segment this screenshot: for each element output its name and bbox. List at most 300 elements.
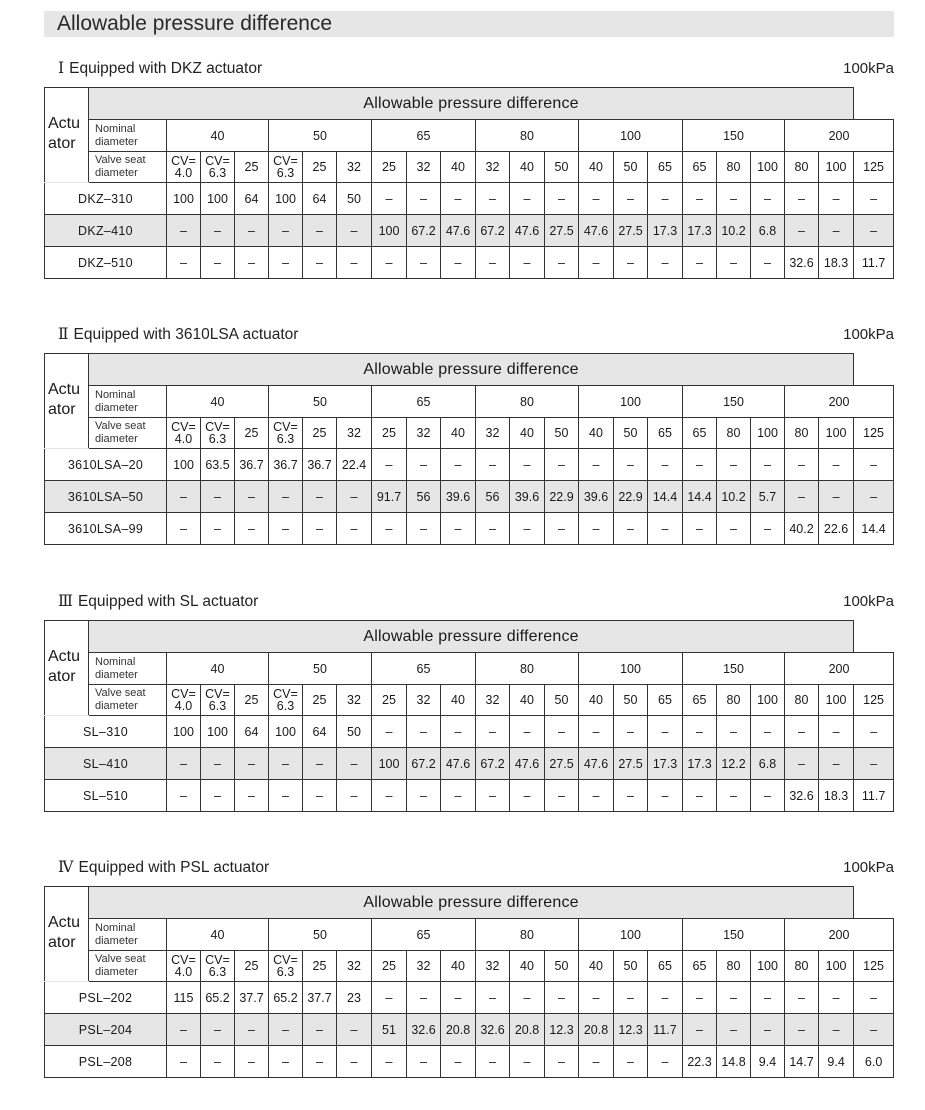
value-cell: – bbox=[303, 247, 337, 279]
nominal-diameter-cell: 100 bbox=[579, 120, 683, 152]
value-cell: – bbox=[751, 247, 785, 279]
valve-seat-cell: 50 bbox=[545, 951, 579, 982]
nominal-diameter-cell: 40 bbox=[167, 386, 269, 418]
value-cell: – bbox=[372, 183, 407, 215]
value-cell: – bbox=[785, 982, 819, 1014]
valve-seat-cell: 100 bbox=[751, 685, 785, 716]
value-cell: 64 bbox=[303, 183, 337, 215]
value-cell: – bbox=[235, 748, 269, 780]
value-cell: – bbox=[648, 780, 683, 812]
value-cell: – bbox=[854, 982, 894, 1014]
actuator-model-cell: PSL–208 bbox=[45, 1046, 167, 1078]
value-cell: – bbox=[510, 982, 545, 1014]
nominal-diameter-cell: 50 bbox=[269, 653, 372, 685]
value-cell: – bbox=[167, 1014, 201, 1046]
table-row bbox=[45, 183, 894, 215]
table-row bbox=[45, 247, 894, 279]
value-cell: 17.3 bbox=[648, 215, 683, 247]
value-cell: 36.7 bbox=[303, 449, 337, 481]
value-cell: 100 bbox=[167, 183, 201, 215]
value-cell: – bbox=[819, 215, 854, 247]
value-cell: – bbox=[337, 748, 372, 780]
valve-seat-cell: 80 bbox=[785, 152, 819, 183]
table-row bbox=[45, 1014, 894, 1046]
nominal-diameter-label: Nominal diameter bbox=[89, 120, 167, 152]
valve-seat-cell: 32 bbox=[337, 951, 372, 982]
section-3 bbox=[44, 591, 894, 803]
value-cell: 56 bbox=[476, 481, 510, 513]
value-cell: – bbox=[201, 748, 235, 780]
value-cell: 32.6 bbox=[407, 1014, 441, 1046]
value-cell: 100 bbox=[269, 716, 303, 748]
value-cell: 32.6 bbox=[785, 247, 819, 279]
value-cell: – bbox=[167, 780, 201, 812]
value-cell: 50 bbox=[337, 183, 372, 215]
nominal-diameter-cell: 65 bbox=[372, 653, 476, 685]
valve-seat-cell: 40 bbox=[441, 152, 476, 183]
value-cell: 65.2 bbox=[201, 982, 235, 1014]
valve-seat-cell: 100 bbox=[751, 418, 785, 449]
value-cell: 22.3 bbox=[683, 1046, 717, 1078]
value-cell: – bbox=[579, 982, 614, 1014]
pressure-table bbox=[44, 353, 894, 545]
actuator-model-cell: DKZ–510 bbox=[45, 247, 167, 279]
valve-seat-cell: 80 bbox=[717, 685, 751, 716]
section-title bbox=[58, 58, 262, 79]
nominal-diameter-cell: 100 bbox=[579, 919, 683, 951]
section-numeral: Ⅰ bbox=[58, 59, 65, 77]
value-cell: – bbox=[235, 513, 269, 545]
value-cell: – bbox=[785, 1014, 819, 1046]
nominal-diameter-cell: 200 bbox=[785, 120, 894, 152]
valve-seat-cell: CV= 4.0 bbox=[167, 951, 201, 982]
actuator-header: Actu ator bbox=[45, 621, 89, 716]
valve-seat-cell: 100 bbox=[751, 951, 785, 982]
valve-seat-cell: 40 bbox=[510, 685, 545, 716]
nominal-diameter-cell: 50 bbox=[269, 120, 372, 152]
value-cell: – bbox=[167, 247, 201, 279]
value-cell: 47.6 bbox=[579, 215, 614, 247]
nominal-diameter-cell: 200 bbox=[785, 919, 894, 951]
value-cell: – bbox=[235, 247, 269, 279]
value-cell: – bbox=[751, 513, 785, 545]
nominal-diameter-cell: 40 bbox=[167, 653, 269, 685]
value-cell: 47.6 bbox=[441, 748, 476, 780]
value-cell: 14.7 bbox=[785, 1046, 819, 1078]
valve-seat-cell: 125 bbox=[854, 951, 894, 982]
actuator-model-cell: PSL–202 bbox=[45, 982, 167, 1014]
value-cell: 100 bbox=[372, 215, 407, 247]
value-cell: 40.2 bbox=[785, 513, 819, 545]
actuator-header: Actu ator bbox=[45, 354, 89, 449]
valve-seat-cell: 50 bbox=[545, 152, 579, 183]
value-cell: – bbox=[819, 748, 854, 780]
table-title: Allowable pressure difference bbox=[89, 887, 854, 919]
section-2 bbox=[44, 324, 894, 536]
value-cell: 27.5 bbox=[545, 748, 579, 780]
value-cell: 36.7 bbox=[269, 449, 303, 481]
nominal-diameter-cell: 150 bbox=[683, 386, 785, 418]
value-cell: – bbox=[372, 982, 407, 1014]
value-cell: – bbox=[854, 748, 894, 780]
valve-seat-cell: 25 bbox=[303, 685, 337, 716]
value-cell: – bbox=[579, 1046, 614, 1078]
value-cell: 6.0 bbox=[854, 1046, 894, 1078]
value-cell: – bbox=[683, 183, 717, 215]
nominal-diameter-row bbox=[45, 120, 894, 152]
value-cell: – bbox=[785, 748, 819, 780]
value-cell: – bbox=[614, 1046, 648, 1078]
value-cell: 20.8 bbox=[441, 1014, 476, 1046]
valve-seat-cell: CV= 6.3 bbox=[269, 152, 303, 183]
valve-seat-label: Valve seat diameter bbox=[89, 152, 167, 183]
valve-seat-cell: 32 bbox=[407, 152, 441, 183]
valve-seat-row bbox=[45, 685, 894, 716]
value-cell: – bbox=[510, 183, 545, 215]
value-cell: – bbox=[201, 247, 235, 279]
value-cell: – bbox=[337, 215, 372, 247]
value-cell: – bbox=[407, 513, 441, 545]
valve-seat-cell: 40 bbox=[441, 418, 476, 449]
value-cell: – bbox=[510, 716, 545, 748]
valve-seat-cell: 25 bbox=[303, 951, 337, 982]
value-cell: – bbox=[717, 513, 751, 545]
nominal-diameter-cell: 80 bbox=[476, 120, 579, 152]
page-title: Allowable pressure difference bbox=[44, 11, 894, 37]
valve-seat-cell: CV= 6.3 bbox=[269, 951, 303, 982]
valve-seat-cell: 25 bbox=[372, 685, 407, 716]
value-cell: – bbox=[819, 481, 854, 513]
actuator-model-cell: PSL–204 bbox=[45, 1014, 167, 1046]
value-cell: – bbox=[303, 481, 337, 513]
valve-seat-cell: CV= 6.3 bbox=[201, 152, 235, 183]
value-cell: – bbox=[201, 481, 235, 513]
valve-seat-label: Valve seat diameter bbox=[89, 685, 167, 716]
table-title-row bbox=[45, 621, 894, 653]
value-cell: – bbox=[545, 513, 579, 545]
section-header bbox=[44, 324, 894, 346]
value-cell: – bbox=[476, 780, 510, 812]
value-cell: – bbox=[269, 513, 303, 545]
section-1 bbox=[44, 58, 894, 270]
value-cell: – bbox=[441, 449, 476, 481]
valve-seat-cell: CV= 4.0 bbox=[167, 685, 201, 716]
valve-seat-cell: 125 bbox=[854, 152, 894, 183]
nominal-diameter-cell: 150 bbox=[683, 919, 785, 951]
nominal-diameter-row bbox=[45, 919, 894, 951]
value-cell: – bbox=[614, 183, 648, 215]
valve-seat-cell: 25 bbox=[235, 152, 269, 183]
value-cell: – bbox=[269, 748, 303, 780]
value-cell: 56 bbox=[407, 481, 441, 513]
valve-seat-cell: 100 bbox=[751, 152, 785, 183]
value-cell: 100 bbox=[269, 183, 303, 215]
value-cell: – bbox=[441, 183, 476, 215]
valve-seat-cell: 80 bbox=[717, 418, 751, 449]
value-cell: – bbox=[407, 247, 441, 279]
valve-seat-cell: 40 bbox=[579, 418, 614, 449]
section-title bbox=[58, 324, 298, 345]
value-cell: – bbox=[614, 716, 648, 748]
valve-seat-cell: 32 bbox=[337, 152, 372, 183]
valve-seat-cell: 100 bbox=[819, 951, 854, 982]
value-cell: – bbox=[717, 780, 751, 812]
value-cell: 47.6 bbox=[441, 215, 476, 247]
value-cell: 22.4 bbox=[337, 449, 372, 481]
value-cell: – bbox=[201, 1014, 235, 1046]
value-cell: 67.2 bbox=[476, 215, 510, 247]
value-cell: – bbox=[579, 247, 614, 279]
value-cell: – bbox=[441, 513, 476, 545]
actuator-model-cell: DKZ–410 bbox=[45, 215, 167, 247]
value-cell: – bbox=[407, 183, 441, 215]
value-cell: – bbox=[337, 481, 372, 513]
value-cell: 6.8 bbox=[751, 215, 785, 247]
value-cell: – bbox=[545, 247, 579, 279]
value-cell: 100 bbox=[372, 748, 407, 780]
valve-seat-cell: 100 bbox=[819, 685, 854, 716]
value-cell: 14.4 bbox=[854, 513, 894, 545]
value-cell: – bbox=[683, 780, 717, 812]
value-cell: – bbox=[648, 449, 683, 481]
value-cell: – bbox=[269, 247, 303, 279]
value-cell: – bbox=[201, 780, 235, 812]
value-cell: – bbox=[372, 716, 407, 748]
nominal-diameter-row bbox=[45, 653, 894, 685]
value-cell: 9.4 bbox=[819, 1046, 854, 1078]
value-cell: – bbox=[579, 183, 614, 215]
value-cell: – bbox=[167, 513, 201, 545]
nominal-diameter-cell: 100 bbox=[579, 386, 683, 418]
valve-seat-cell: CV= 6.3 bbox=[201, 951, 235, 982]
value-cell: – bbox=[235, 481, 269, 513]
value-cell: – bbox=[785, 215, 819, 247]
table-row bbox=[45, 982, 894, 1014]
value-cell: – bbox=[201, 513, 235, 545]
value-cell: – bbox=[579, 513, 614, 545]
pressure-table bbox=[44, 87, 894, 279]
value-cell: 32.6 bbox=[785, 780, 819, 812]
value-cell: – bbox=[614, 982, 648, 1014]
value-cell: – bbox=[167, 1046, 201, 1078]
valve-seat-cell: 50 bbox=[545, 685, 579, 716]
valve-seat-cell: 65 bbox=[648, 418, 683, 449]
value-cell: 12.2 bbox=[717, 748, 751, 780]
valve-seat-cell: 65 bbox=[648, 951, 683, 982]
value-cell: 39.6 bbox=[441, 481, 476, 513]
actuator-model-cell: SL–310 bbox=[45, 716, 167, 748]
value-cell: – bbox=[545, 982, 579, 1014]
value-cell: 14.8 bbox=[717, 1046, 751, 1078]
value-cell: – bbox=[819, 449, 854, 481]
value-cell: 64 bbox=[235, 716, 269, 748]
nominal-diameter-cell: 200 bbox=[785, 653, 894, 685]
value-cell: – bbox=[476, 982, 510, 1014]
value-cell: 64 bbox=[303, 716, 337, 748]
value-cell: – bbox=[854, 481, 894, 513]
section-title-text: Equipped with PSL actuator bbox=[78, 859, 270, 876]
valve-seat-cell: 65 bbox=[683, 418, 717, 449]
value-cell: – bbox=[717, 449, 751, 481]
valve-seat-cell: 125 bbox=[854, 685, 894, 716]
valve-seat-cell: 65 bbox=[648, 152, 683, 183]
valve-seat-cell: CV= 6.3 bbox=[201, 418, 235, 449]
value-cell: – bbox=[579, 449, 614, 481]
value-cell: 37.7 bbox=[303, 982, 337, 1014]
value-cell: – bbox=[819, 982, 854, 1014]
value-cell: – bbox=[751, 780, 785, 812]
nominal-diameter-cell: 200 bbox=[785, 386, 894, 418]
section-numeral: Ⅳ bbox=[58, 858, 74, 876]
table-title-row bbox=[45, 88, 894, 120]
valve-seat-cell: 65 bbox=[683, 951, 717, 982]
valve-seat-cell: 65 bbox=[683, 685, 717, 716]
valve-seat-row bbox=[45, 152, 894, 183]
value-cell: – bbox=[372, 513, 407, 545]
valve-seat-cell: 32 bbox=[476, 152, 510, 183]
value-cell: 17.3 bbox=[683, 215, 717, 247]
value-cell: – bbox=[819, 1014, 854, 1046]
table-row bbox=[45, 748, 894, 780]
table-title-row bbox=[45, 354, 894, 386]
nominal-diameter-label: Nominal diameter bbox=[89, 919, 167, 951]
value-cell: – bbox=[579, 716, 614, 748]
actuator-model-cell: 3610LSA–20 bbox=[45, 449, 167, 481]
value-cell: 91.7 bbox=[372, 481, 407, 513]
valve-seat-cell: 25 bbox=[372, 152, 407, 183]
value-cell: – bbox=[167, 215, 201, 247]
value-cell: 32.6 bbox=[476, 1014, 510, 1046]
value-cell: – bbox=[303, 748, 337, 780]
value-cell: – bbox=[303, 1014, 337, 1046]
valve-seat-cell: CV= 6.3 bbox=[269, 685, 303, 716]
table-title-row bbox=[45, 887, 894, 919]
valve-seat-cell: 40 bbox=[579, 951, 614, 982]
value-cell: 27.5 bbox=[545, 215, 579, 247]
value-cell: – bbox=[407, 716, 441, 748]
table-title: Allowable pressure difference bbox=[89, 354, 854, 386]
value-cell: – bbox=[337, 247, 372, 279]
value-cell: – bbox=[785, 716, 819, 748]
value-cell: 20.8 bbox=[510, 1014, 545, 1046]
value-cell: 22.6 bbox=[819, 513, 854, 545]
value-cell: – bbox=[407, 449, 441, 481]
value-cell: – bbox=[717, 1014, 751, 1046]
value-cell: – bbox=[476, 449, 510, 481]
value-cell: 11.7 bbox=[854, 247, 894, 279]
value-cell: 11.7 bbox=[648, 1014, 683, 1046]
value-cell: – bbox=[717, 183, 751, 215]
table-row bbox=[45, 1046, 894, 1078]
nominal-diameter-cell: 80 bbox=[476, 386, 579, 418]
section-title bbox=[58, 591, 258, 612]
value-cell: – bbox=[785, 449, 819, 481]
value-cell: – bbox=[683, 247, 717, 279]
valve-seat-cell: 32 bbox=[476, 685, 510, 716]
valve-seat-row bbox=[45, 951, 894, 982]
value-cell: 64 bbox=[235, 183, 269, 215]
value-cell: – bbox=[372, 449, 407, 481]
value-cell: – bbox=[476, 247, 510, 279]
value-cell: – bbox=[441, 247, 476, 279]
value-cell: – bbox=[751, 716, 785, 748]
valve-seat-cell: 25 bbox=[235, 685, 269, 716]
section-title-text: Equipped with SL actuator bbox=[77, 593, 259, 610]
value-cell: 47.6 bbox=[510, 748, 545, 780]
value-cell: – bbox=[407, 780, 441, 812]
valve-seat-cell: 80 bbox=[717, 951, 751, 982]
nominal-diameter-cell: 80 bbox=[476, 653, 579, 685]
valve-seat-cell: 32 bbox=[337, 685, 372, 716]
valve-seat-cell: 50 bbox=[614, 951, 648, 982]
unit-label: 100kPa bbox=[843, 60, 894, 77]
value-cell: 5.7 bbox=[751, 481, 785, 513]
value-cell: – bbox=[372, 1046, 407, 1078]
value-cell: 37.7 bbox=[235, 982, 269, 1014]
valve-seat-cell: CV= 4.0 bbox=[167, 418, 201, 449]
value-cell: 10.2 bbox=[717, 215, 751, 247]
value-cell: 50 bbox=[337, 716, 372, 748]
valve-seat-cell: CV= 6.3 bbox=[201, 685, 235, 716]
section-title-text: Equipped with 3610LSA actuator bbox=[73, 326, 299, 343]
value-cell: – bbox=[614, 449, 648, 481]
value-cell: 18.3 bbox=[819, 247, 854, 279]
value-cell: 67.2 bbox=[407, 748, 441, 780]
value-cell: – bbox=[510, 449, 545, 481]
valve-seat-cell: 32 bbox=[407, 951, 441, 982]
value-cell: 63.5 bbox=[201, 449, 235, 481]
table-row bbox=[45, 780, 894, 812]
valve-seat-cell: 100 bbox=[819, 152, 854, 183]
table-row bbox=[45, 481, 894, 513]
value-cell: – bbox=[545, 780, 579, 812]
valve-seat-cell: 32 bbox=[476, 951, 510, 982]
actuator-model-cell: SL–510 bbox=[45, 780, 167, 812]
section-header bbox=[44, 857, 894, 879]
actuator-model-cell: SL–410 bbox=[45, 748, 167, 780]
table-row bbox=[45, 513, 894, 545]
value-cell: 115 bbox=[167, 982, 201, 1014]
valve-seat-cell: CV= 6.3 bbox=[269, 418, 303, 449]
value-cell: – bbox=[854, 215, 894, 247]
value-cell: 23 bbox=[337, 982, 372, 1014]
value-cell: – bbox=[614, 247, 648, 279]
valve-seat-cell: 65 bbox=[683, 152, 717, 183]
value-cell: – bbox=[303, 780, 337, 812]
valve-seat-label: Valve seat diameter bbox=[89, 951, 167, 982]
value-cell: – bbox=[441, 716, 476, 748]
actuator-model-cell: 3610LSA–99 bbox=[45, 513, 167, 545]
valve-seat-label: Valve seat diameter bbox=[89, 418, 167, 449]
value-cell: – bbox=[785, 481, 819, 513]
section-4 bbox=[44, 857, 894, 1069]
value-cell: – bbox=[201, 215, 235, 247]
value-cell: – bbox=[819, 183, 854, 215]
value-cell: 12.3 bbox=[545, 1014, 579, 1046]
value-cell: – bbox=[441, 780, 476, 812]
valve-seat-cell: 32 bbox=[407, 418, 441, 449]
value-cell: 51 bbox=[372, 1014, 407, 1046]
value-cell: – bbox=[476, 183, 510, 215]
value-cell: – bbox=[235, 1046, 269, 1078]
value-cell: – bbox=[717, 716, 751, 748]
value-cell: 65.2 bbox=[269, 982, 303, 1014]
nominal-diameter-cell: 100 bbox=[579, 653, 683, 685]
value-cell: 22.9 bbox=[614, 481, 648, 513]
valve-seat-cell: 40 bbox=[441, 685, 476, 716]
value-cell: – bbox=[303, 513, 337, 545]
nominal-diameter-cell: 150 bbox=[683, 120, 785, 152]
